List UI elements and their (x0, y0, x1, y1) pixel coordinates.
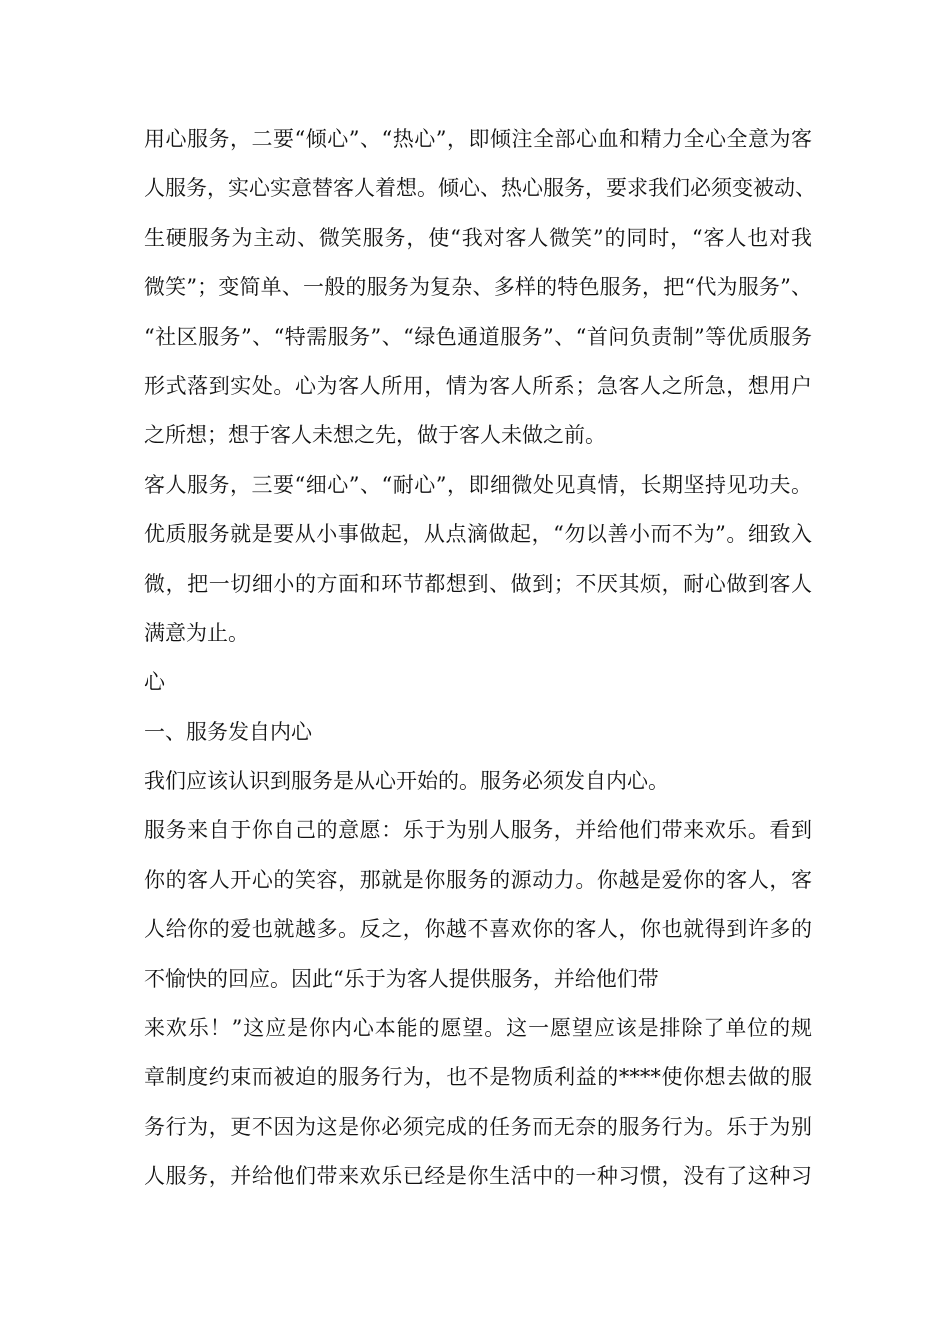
text-line: 人服务，实心实意替客人着想。倾心、热心服务，要求我们必须变被动、 (144, 176, 816, 201)
text-line: 之所想；想于客人未想之先，做于客人未做之前。 (144, 423, 606, 448)
text-line: “社区服务”、“特需服务”、“绿色通道服务”、“首问负责制”等优质服务 (144, 324, 812, 349)
text-line: 服务来自于你自己的意愿：乐于为别人服务，并给他们带来欢乐。看到 (144, 818, 812, 843)
text-line: 形式落到实处。心为客人所用，情为客人所系；急客人之所急，想用户 (144, 373, 812, 398)
section-marker: 心 (144, 670, 165, 695)
section-heading: 一、服务发自内心 (144, 719, 312, 744)
text-line: 优质服务就是要从小事做起，从点滴做起，“勿以善小而不为”。细致入 (144, 522, 812, 547)
text-line: 不愉快的回应。因此“乐于为客人提供服务，并给他们带 (144, 966, 659, 991)
text-line: 微，把一切细小的方面和环节都想到、做到；不厌其烦，耐心做到客人 (144, 571, 812, 596)
text-line: 生硬服务为主动、微笑服务，使“我对客人微笑”的同时，“客人也对我 (144, 225, 812, 250)
text-line: 人服务，并给他们带来欢乐已经是你生活中的一种习惯，没有了这种习 (144, 1164, 812, 1189)
text-line: 务行为，更不因为这是你必须完成的任务而无奈的服务行为。乐于为别 (144, 1114, 812, 1139)
document-body (144, 115, 816, 1202)
text-line: 微笑”；变简单、一般的服务为复杂、多样的特色服务，把“代为服务”、 (144, 275, 812, 300)
text-line: 用心服务，二要“倾心”、“热心”，即倾注全部心血和精力全心全意为客 (144, 127, 812, 151)
text-line: 来欢乐！”这应是你内心本能的愿望。这一愿望应该是排除了单位的规 (144, 1016, 812, 1041)
text-line: 人给你的爱也就越多。反之，你越不喜欢你的客人，你也就得到许多的 (144, 917, 812, 942)
text-line: 我们应该认识到服务是从心开始的。服务必须发自内心。 (144, 769, 669, 794)
text-line: 章制度约束而被迫的服务行为，也不是物质利益的****使你想去做的服 (144, 1065, 812, 1090)
text-line: 客人服务，三要“细心”、“耐心”，即细微处见真情，长期坚持见功夫。 (144, 472, 812, 497)
text-line: 你的客人开心的笑容，那就是你服务的源动力。你越是爱你的客人，客 (144, 867, 812, 892)
text-line: 满意为止。 (144, 620, 249, 645)
